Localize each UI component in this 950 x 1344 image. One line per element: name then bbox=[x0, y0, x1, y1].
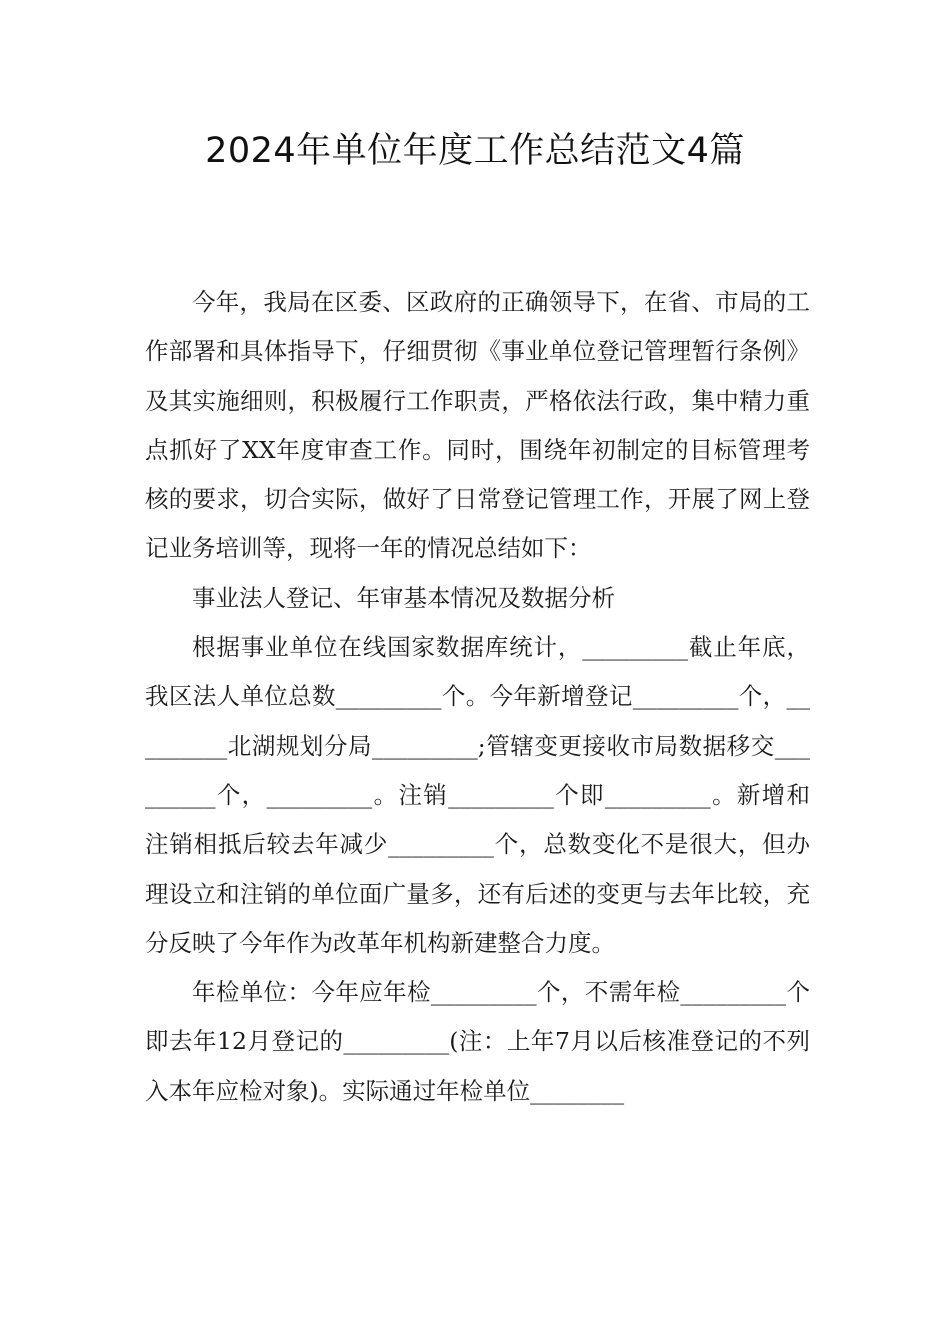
paragraph-intro: 今年，我局在区委、区政府的正确领导下，在省、市局的工作部署和具体指导下，仔细贯彻《事业单位登记管理暂行条例》及其实施细则，积极履行工作职责，严格依法行政，集中精力重点抓好了XX年度审查工作。同时，围绕年初制定的目标管理考核的要求，切合实际，做好了日常登记管理工作，开展了网上登记业务培训等，现将一年的情况总结如下： bbox=[145, 288, 810, 563]
paragraph-section-heading: 事业法人登记、年审基本情况及数据分析 bbox=[192, 583, 615, 612]
document-title: 2024年单位年度工作总结范文4篇 bbox=[205, 131, 745, 171]
paragraph-annual-inspection: 年检单位：今年应年检_________个，不需年检_________个即去年12月登记的_________(注：上年7月以后核准登记的不列入本年应检对象)。实际通过年检单位________ bbox=[145, 978, 810, 1105]
document-body bbox=[145, 278, 810, 1116]
paragraph-statistics: 根据事业单位在线国家数据库统计，_________截止年底，我区法人单位总数_________个。今年新增登记_________个，_________北湖规划分局_________;管辖变更接收市局数据移交_________个，_________。注销_________个即_________。新增和注销相抵后较去年减少_________个，总数变化不是很大，但办理设立和注销的单位面广量多，还有后述的变更与去年比较，充分反映了今年作为改革年机构新建整合力度。 bbox=[145, 633, 810, 957]
